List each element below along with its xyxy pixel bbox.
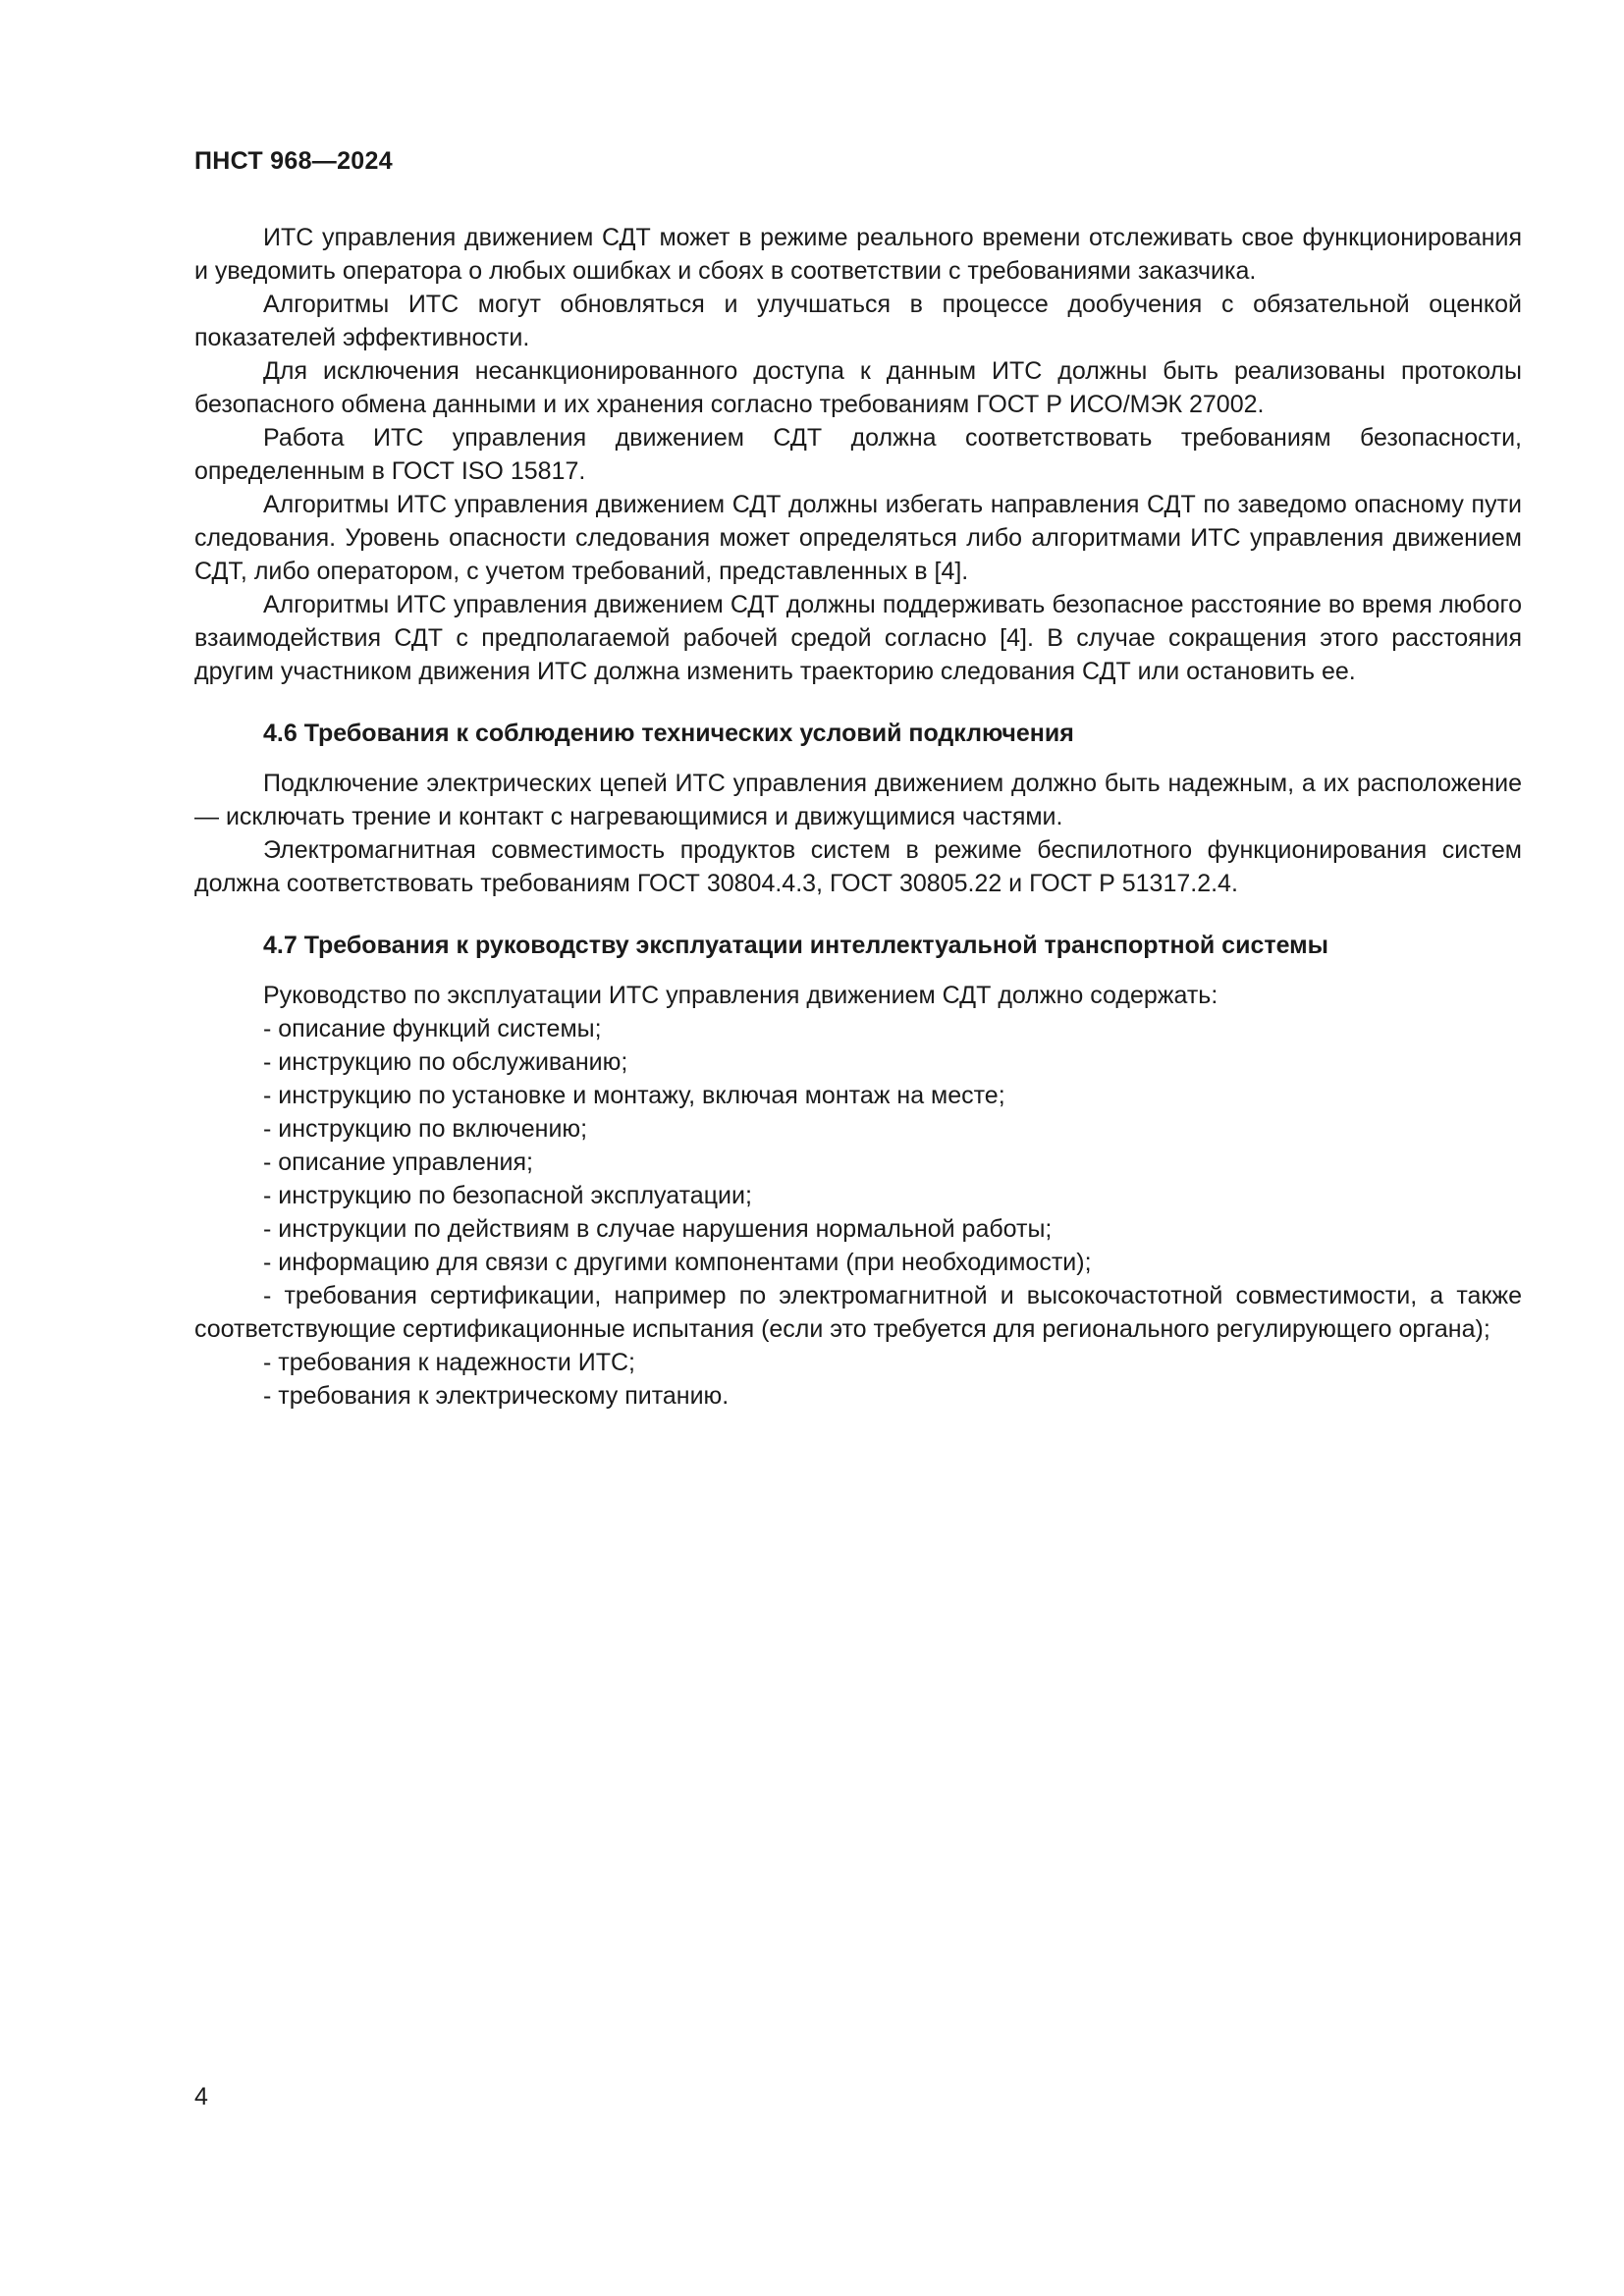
list-item: - инструкцию по безопасной эксплуатации;: [263, 1182, 752, 1209]
paragraph-electromagnetic-compatibility: Электромагнитная совместимость продуктов систем в режиме беспилотного функционирования систем должна соответствовать требованиям ГОСТ 30804.4.3, ГОСТ 30805.22 и ГОСТ Р 51317.2.4.: [194, 836, 1522, 897]
paragraph-electrical-connection: Подключение электрических цепей ИТС управления движением должно быть надежным, а их расположение — исключать трение и контакт с нагревающимися и движущимися частями.: [194, 770, 1522, 830]
list-item: - описание функций системы;: [263, 1015, 602, 1042]
paragraph-data-protection: Для исключения несанкционированного доступа к данным ИТС должны быть реализованы протоколы безопасного обмена данными и их хранения согласно требованиям ГОСТ Р ИСО/МЭК 27002.: [194, 357, 1522, 418]
paragraph-dangerous-route: Алгоритмы ИТС управления движением СДТ должны избегать направления СДТ по заведомо опасному пути следования. Уровень опасности следования может определяться либо алгоритмами ИТС управления движением СДТ, либо оператором, с учетом требований, представленных в [4].: [194, 491, 1522, 585]
paragraph-monitoring: ИТС управления движением СДТ может в режиме реального времени отслеживать свое функционирования и уведомить оператора о любых ошибках и сбоях в соответствии с требованиями заказчика.: [194, 224, 1522, 285]
manual-contents-intro: Руководство по эксплуатации ИТС управления движением СДТ должно содержать:: [263, 982, 1218, 1009]
list-item: - требования сертификации, например по электромагнитной и высокочастотной совместимости, а также соответствующие сертификационные испытания (если это требуется для регионального регулирующего органа);: [194, 1282, 1522, 1343]
section-heading-4-6: 4.6 Требования к соблюдению технических условий подключения: [263, 720, 1074, 747]
document-body: [194, 221, 1522, 1413]
list-item: - инструкцию по обслуживанию;: [263, 1048, 628, 1076]
manual-contents-list: [194, 1012, 1522, 1413]
paragraph-safety-requirements: Работа ИТС управления движением СДТ должна соответствовать требованиям безопасности, определенным в ГОСТ ISO 15817.: [194, 424, 1522, 485]
list-item: - инструкцию по включению;: [263, 1115, 588, 1143]
section-heading-4-7: 4.7 Требования к руководству эксплуатации интеллектуальной транспортной системы: [263, 932, 1329, 959]
list-item: - требования к электрическому питанию.: [263, 1382, 730, 1410]
document-code-header: ПНСТ 968—2024: [194, 147, 393, 175]
paragraph-algorithms-update: Алгоритмы ИТС могут обновляться и улучшаться в процессе дообучения с обязательной оценкой показателей эффективности.: [194, 291, 1522, 351]
list-item: - описание управления;: [263, 1148, 533, 1176]
list-item: - информацию для связи с другими компонентами (при необходимости);: [263, 1249, 1092, 1276]
list-item: - инструкцию по установке и монтажу, включая монтаж на месте;: [263, 1082, 1005, 1109]
list-item: - требования к надежности ИТС;: [263, 1349, 635, 1376]
list-item: - инструкции по действиям в случае нарушения нормальной работы;: [263, 1215, 1053, 1243]
page-number: 4: [194, 2083, 208, 2110]
paragraph-safe-distance: Алгоритмы ИТС управления движением СДТ должны поддерживать безопасное расстояние во время любого взаимодействия СДТ с предполагаемой рабочей средой согласно [4]. В случае сокращения этого расстояния другим участником движения ИТС должна изменить траекторию следования СДТ или остановить ее.: [194, 591, 1522, 685]
